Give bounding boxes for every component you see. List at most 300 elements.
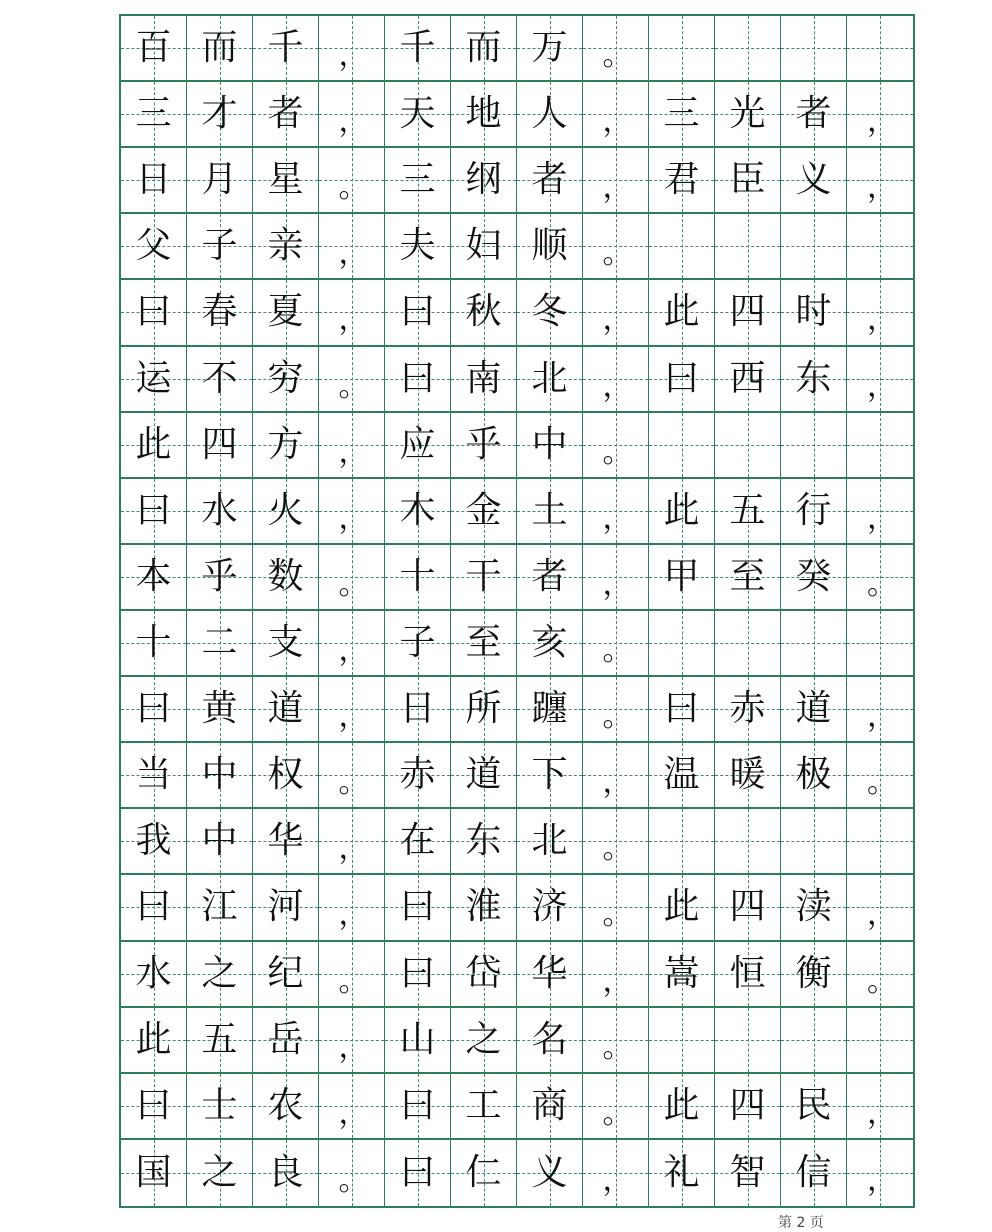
cell-character: 二 [201,622,238,664]
grid-cell [319,280,385,346]
cell-character: 臣 [729,159,766,201]
cell-character: 人 [531,93,568,135]
grid-cell [715,148,781,214]
cell-character: 癸 [795,555,832,597]
cell-character: 才 [201,93,238,135]
grid-cell [715,347,781,413]
cell-character: 秋 [465,291,502,333]
cell-character: ， [867,104,897,140]
cell-character: 。 [602,897,633,933]
grid-cell [583,809,649,875]
grid-cell [847,1074,913,1140]
cell-character: ， [338,104,369,140]
grid-cell [385,479,451,545]
grid-cell [517,214,583,280]
cell-character: 此 [663,1084,700,1126]
cell-character: 江 [201,886,238,928]
grid-cell [781,1008,847,1074]
cell-character: 此 [663,489,700,531]
grid-cell [451,413,517,479]
grid-cell [385,545,451,611]
grid-cell [847,875,913,941]
grid-cell [253,214,319,280]
cell-character: 曰 [135,291,172,333]
cell-character: 。 [602,1095,633,1131]
grid-cell [187,16,253,82]
cell-character: 商 [531,1084,568,1126]
grid-cell [385,875,451,941]
cell-character: 。 [867,765,897,801]
grid-cell [847,479,913,545]
cell-character: 权 [267,754,304,796]
cell-character: 东 [795,357,832,399]
grid-cell [319,347,385,413]
cell-character: 淮 [465,886,502,928]
grid-cell [385,16,451,82]
grid-cell [715,743,781,809]
grid-cell [385,82,451,148]
grid-cell [451,545,517,611]
grid-cell [187,809,253,875]
grid-cell [187,413,253,479]
grid-cell [385,743,451,809]
cell-character: 河 [267,886,304,928]
cell-character: 金 [465,489,502,531]
cell-character: 者 [531,555,568,597]
grid-cell [847,1008,913,1074]
grid-cell [451,677,517,743]
cell-character: 甲 [663,555,700,597]
cell-character: 良 [267,1151,304,1193]
grid-cell [187,1074,253,1140]
cell-character: 。 [602,831,633,867]
grid-cell [385,347,451,413]
cell-character: 曰 [399,291,436,333]
cell-character: 三 [135,93,172,135]
grid-cell [253,545,319,611]
cell-character: 北 [531,357,568,399]
cell-character: 。 [602,1029,633,1065]
grid-cell [583,214,649,280]
grid-cell [649,743,715,809]
cell-character: 君 [663,159,700,201]
cell-character: 。 [338,1162,369,1198]
cell-character: ， [602,765,633,801]
grid-cell [649,1140,715,1206]
cell-character: 。 [602,38,633,74]
cell-character: 。 [338,368,369,404]
cell-character: 日 [135,159,172,201]
cell-character: 千 [267,27,304,69]
cell-character: 国 [135,1151,172,1193]
grid-cell [583,875,649,941]
grid-cell [121,1140,187,1206]
cell-character: 道 [267,688,304,730]
grid-cell [253,809,319,875]
grid-cell [319,413,385,479]
cell-character: 中 [531,423,568,465]
grid-cell [847,214,913,280]
cell-character: 本 [135,555,172,597]
grid-cell [715,611,781,677]
cell-character: 黄 [201,688,238,730]
grid-cell [781,16,847,82]
grid-cell [451,743,517,809]
cell-character: 曰 [399,1151,436,1193]
grid-cell [187,677,253,743]
grid-cell [583,148,649,214]
cell-character: 温 [663,754,700,796]
grid-cell [121,875,187,941]
grid-cell [451,1074,517,1140]
grid-cell [451,1008,517,1074]
grid-cell [649,677,715,743]
cell-character: 工 [465,1084,502,1126]
grid-cell [451,809,517,875]
grid-cell [649,545,715,611]
cell-character: ， [867,1162,897,1198]
grid-cell [187,1140,253,1206]
grid-cell [517,148,583,214]
grid-cell [715,82,781,148]
cell-character: 亥 [531,622,568,664]
cell-character: 十 [399,555,436,597]
grid-cell [781,214,847,280]
cell-character: 岳 [267,1018,304,1060]
grid-cell [517,280,583,346]
cell-character: ， [338,434,369,470]
cell-character: ， [867,897,897,933]
cell-character: 万 [531,27,568,69]
cell-character: 在 [399,820,436,862]
grid-cell [517,545,583,611]
grid-cell [451,875,517,941]
grid-cell [517,611,583,677]
cell-character: 。 [867,566,897,602]
grid-cell [187,942,253,1008]
grid-cell [451,1140,517,1206]
cell-character: 冬 [531,291,568,333]
cell-character: 。 [867,963,897,999]
cell-character: 四 [729,1084,766,1126]
cell-character: 五 [729,489,766,531]
cell-character: 之 [201,952,238,994]
grid-cell [385,677,451,743]
cell-character: 曰 [399,886,436,928]
cell-character: 之 [465,1018,502,1060]
cell-character: ， [338,38,369,74]
grid-cell [253,479,319,545]
grid-cell [319,214,385,280]
grid-cell [253,413,319,479]
grid-cell [121,148,187,214]
cell-character: 所 [465,688,502,730]
cell-character: 三 [663,93,700,135]
cell-character: 曰 [663,688,700,730]
grid-cell [649,1074,715,1140]
cell-character: 者 [795,93,832,135]
grid-cell [517,743,583,809]
cell-character: 而 [201,27,238,69]
grid-cell [385,413,451,479]
grid-cell [649,1008,715,1074]
grid-cell [715,545,781,611]
cell-character: ， [602,302,633,338]
grid-cell [385,214,451,280]
grid-cell [649,875,715,941]
grid-cell [253,82,319,148]
grid-cell [583,677,649,743]
cell-character: 火 [267,489,304,531]
cell-character: 赤 [399,754,436,796]
grid-cell [451,82,517,148]
cell-character: 方 [267,423,304,465]
grid-cell [121,82,187,148]
grid-cell [649,479,715,545]
grid-cell [583,1074,649,1140]
cell-character: ， [602,566,633,602]
grid-cell [583,1140,649,1206]
cell-character: 水 [201,489,238,531]
grid-cell [319,148,385,214]
cell-character: 夫 [399,225,436,267]
grid-cell [847,545,913,611]
grid-cell [847,16,913,82]
cell-character: 义 [795,159,832,201]
grid-cell [517,16,583,82]
cell-character: 赤 [729,688,766,730]
grid-cell [781,809,847,875]
cell-character: 土 [531,489,568,531]
cell-character: 光 [729,93,766,135]
grid-cell [121,214,187,280]
cell-character: 运 [135,357,172,399]
cell-character: 地 [465,93,502,135]
grid-cell [715,280,781,346]
cell-character: 曰 [399,952,436,994]
cell-character: ， [338,699,369,735]
cell-character: 之 [201,1151,238,1193]
cell-character: 曰 [135,489,172,531]
grid-cell [187,148,253,214]
grid-cell [649,82,715,148]
cell-character: 济 [531,886,568,928]
cell-character: 极 [795,754,832,796]
grid-cell [649,413,715,479]
grid-cell [187,214,253,280]
cell-character: ， [602,1162,633,1198]
cell-character: 百 [135,27,172,69]
grid-cell [451,148,517,214]
grid-cell [253,611,319,677]
cell-character: 北 [531,820,568,862]
grid-cell [649,148,715,214]
cell-character: 穷 [267,357,304,399]
grid-cell [253,677,319,743]
cell-character: 日 [399,688,436,730]
grid-cell [451,280,517,346]
grid-cell [253,148,319,214]
grid-cell [319,545,385,611]
cell-character: 。 [338,170,369,206]
cell-character: 信 [795,1151,832,1193]
cell-character: 木 [399,489,436,531]
grid-cell [517,809,583,875]
cell-character: 。 [338,765,369,801]
grid-cell [649,611,715,677]
grid-cell [187,875,253,941]
grid-cell [187,1008,253,1074]
cell-character: 曰 [399,1084,436,1126]
cell-character: ， [602,170,633,206]
cell-character: 子 [201,225,238,267]
cell-character: 义 [531,1151,568,1193]
cell-character: 顺 [531,225,568,267]
grid-cell [121,280,187,346]
cell-character: 山 [399,1018,436,1060]
cell-character: 至 [465,622,502,664]
cell-character: 士 [201,1084,238,1126]
grid-cell [781,875,847,941]
cell-character: ， [867,170,897,206]
cell-character: 而 [465,27,502,69]
cell-character: 道 [465,754,502,796]
grid-cell [253,875,319,941]
grid-cell [583,280,649,346]
grid-cell [253,280,319,346]
grid-cell [781,677,847,743]
cell-character: 渎 [795,886,832,928]
grid-cell [715,214,781,280]
grid-cell [583,743,649,809]
cell-character: 曰 [663,357,700,399]
cell-character: 应 [399,423,436,465]
cell-character: 夏 [267,291,304,333]
grid-cell [385,280,451,346]
grid-cell [847,413,913,479]
grid-cell [517,942,583,1008]
grid-cell [715,413,781,479]
grid-cell [781,148,847,214]
cell-character: 智 [729,1151,766,1193]
cell-character: 曰 [135,688,172,730]
grid-cell [715,1074,781,1140]
grid-cell [385,942,451,1008]
cell-character: 五 [201,1018,238,1060]
cell-character: 民 [795,1084,832,1126]
cell-character: 星 [267,159,304,201]
grid-cell [121,1008,187,1074]
grid-cell [319,677,385,743]
grid-cell [121,1074,187,1140]
grid-cell [715,479,781,545]
grid-cell [517,479,583,545]
cell-character: 四 [201,423,238,465]
grid-cell [187,347,253,413]
grid-cell [583,16,649,82]
grid-cell [385,809,451,875]
cell-character: 。 [338,566,369,602]
grid-cell [715,1140,781,1206]
grid-cell [583,545,649,611]
cell-character: 此 [135,423,172,465]
grid-cell [121,479,187,545]
cell-character: 中 [201,820,238,862]
grid-cell [583,942,649,1008]
grid-cell [253,1074,319,1140]
grid-cell [451,479,517,545]
grid-cell [517,347,583,413]
cell-character: 时 [795,291,832,333]
cell-character: 嵩 [663,952,700,994]
grid-cell [847,280,913,346]
cell-character: 华 [267,820,304,862]
grid-cell [781,743,847,809]
grid-cell [121,743,187,809]
grid-cell [517,1008,583,1074]
cell-character: 妇 [465,225,502,267]
cell-character: 乎 [201,555,238,597]
cell-character: 纲 [465,159,502,201]
cell-character: 亲 [267,225,304,267]
grid-cell [781,1074,847,1140]
cell-character: 天 [399,93,436,135]
cell-character: 暖 [729,754,766,796]
grid-cell [187,280,253,346]
cell-character: 岱 [465,952,502,994]
cell-character: 躔 [531,688,568,730]
cell-character: 。 [602,236,633,272]
cell-character: 乎 [465,423,502,465]
grid-cell [319,82,385,148]
grid-cell [715,875,781,941]
grid-cell [583,479,649,545]
cell-character: ， [602,963,633,999]
cell-character: ， [338,1029,369,1065]
grid-cell [781,413,847,479]
cell-character: ， [338,302,369,338]
cell-character: 月 [201,159,238,201]
grid-cell [517,1074,583,1140]
grid-cell [517,677,583,743]
grid-cell [253,347,319,413]
grid-cell [847,743,913,809]
grid-cell [385,1140,451,1206]
cell-character: 我 [135,820,172,862]
grid-cell [781,479,847,545]
grid-cell [781,82,847,148]
cell-character: 名 [531,1018,568,1060]
grid-cell [187,82,253,148]
grid-cell [319,1074,385,1140]
cell-character: 此 [663,291,700,333]
grid-cell [715,1008,781,1074]
grid-cell [385,1008,451,1074]
grid-cell [451,942,517,1008]
grid-cell [649,809,715,875]
grid-cell [781,1140,847,1206]
grid-cell [583,347,649,413]
grid-cell [187,611,253,677]
grid-cell [187,479,253,545]
cell-character: 当 [135,754,172,796]
grid-cell [583,413,649,479]
grid-cell [649,214,715,280]
cell-character: ， [867,500,897,536]
grid-cell [385,148,451,214]
grid-cell [253,16,319,82]
grid-cell [583,1008,649,1074]
